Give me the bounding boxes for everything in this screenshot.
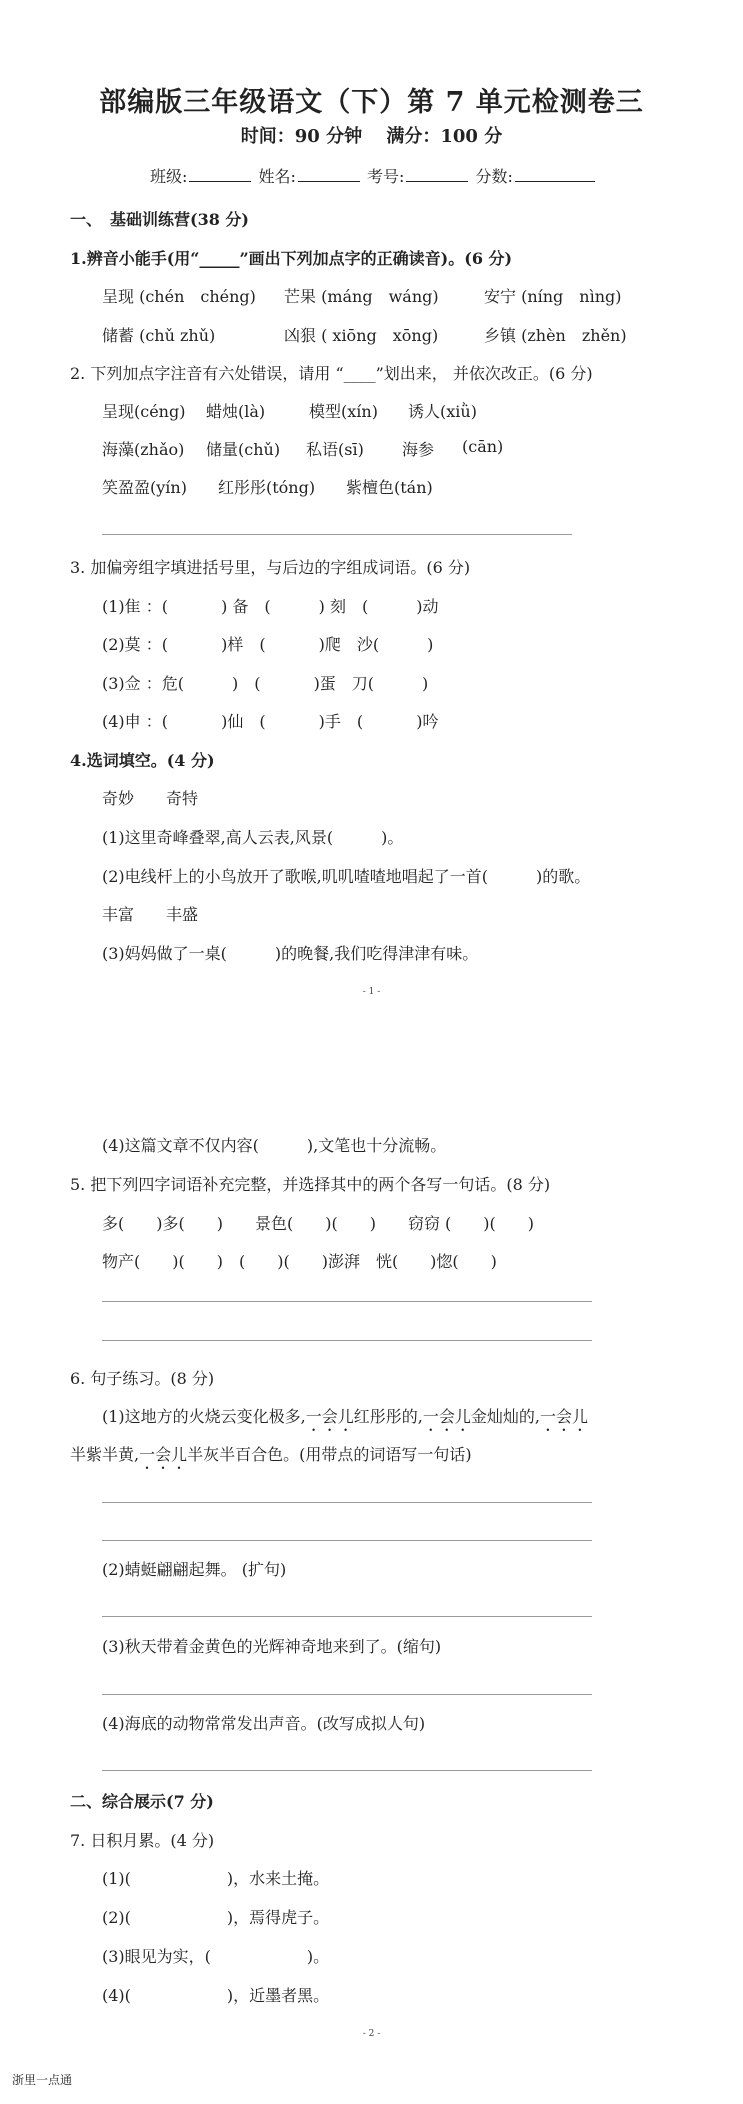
class-blank[interactable]	[189, 167, 251, 182]
q5-answer-line[interactable]	[102, 1340, 592, 1341]
q6-answer-line[interactable]	[102, 1694, 592, 1695]
q2-item: 紫檀色(tán)	[346, 478, 433, 497]
q2-item: 呈现(céng)	[102, 402, 186, 421]
q1-item: 乡镇 (zhèn zhěn)	[484, 326, 627, 345]
q6-sentence-1-line1	[102, 1404, 588, 1435]
q6-answer-line[interactable]	[102, 1540, 592, 1541]
q6-text: 金灿灿的,	[470, 1407, 540, 1426]
q1-item: 凶狠 ( xiōng xōng)	[284, 326, 439, 345]
q7-row: (1)( )，水来土掩。	[102, 1869, 330, 1888]
q2-item: 储量(chǔ)	[206, 440, 281, 459]
q7-title: 7. 日积月累。(4 分)	[70, 1831, 215, 1850]
q3-row: (3)佥 ：危( ) ( )蛋 刀( )	[102, 674, 429, 693]
q4-word-choices: 奇妙 奇特	[102, 789, 199, 808]
q2-item: 笑盈盈(yín)	[102, 478, 187, 497]
student-info-line	[150, 164, 597, 187]
q2-item: (cān)	[462, 437, 504, 456]
q4-sentence: (3)妈妈做了一桌( )的晚餐,我们吃得津津有味。	[102, 944, 479, 963]
q2-title: 2. 下列加点字注音有六处错误，请用 “____”划出来， 并依次改正。(6 分)	[70, 364, 593, 383]
q7-row: (2)( )，焉得虎子。	[102, 1908, 330, 1927]
q6-title: 6. 句子练习。(8 分)	[70, 1369, 215, 1388]
q6-dotted-word: 一会儿	[139, 1445, 188, 1464]
q6-answer-line[interactable]	[102, 1770, 592, 1771]
score-label: 分数:	[475, 167, 513, 186]
section2-title: 二、综合展示(7 分)	[70, 1792, 214, 1811]
q2-item: 私语(sī)	[306, 440, 364, 459]
section1-title: 一、 基础训练营(38 分)	[70, 210, 249, 229]
q6-answer-line[interactable]	[102, 1502, 592, 1503]
q5-answer-line[interactable]	[102, 1301, 592, 1302]
class-label: 班级:	[150, 167, 188, 186]
q2-item: 红彤彤(tóng)	[218, 478, 316, 497]
q7-row: (4)( )，近墨者黑。	[102, 1986, 330, 2005]
q6-dotted-word: 一会儿	[422, 1407, 471, 1426]
q4-sentence: (2)电线杆上的小鸟放开了歌喉,叽叽喳喳地唱起了一首( )的歌。	[102, 867, 591, 886]
time-score-line: 时间：90 分钟 满分：100 分	[240, 126, 503, 147]
q1-item: 呈现 (chén chéng)	[102, 287, 256, 306]
q4-sentence: (1)这里奇峰叠翠,高人云表,风景( )。	[102, 828, 404, 847]
number-blank[interactable]	[406, 167, 468, 182]
q1-item: 安宁 (níng nìng)	[484, 287, 622, 306]
q6-sentence: (3)秋天带着金黄色的光辉神奇地来到了。(缩句)	[102, 1637, 442, 1656]
q3-row: (4)申 ：( )仙 ( )手 ( )吟	[102, 712, 439, 731]
q3-row: (2)莫 ：( )样 ( )爬 沙( )	[102, 635, 434, 654]
q3-title: 3. 加偏旁组字填进括号里，与后边的字组成词语。(6 分)	[70, 558, 471, 577]
exam-title: 部编版三年级语文（下）第 7 单元检测卷三	[99, 87, 644, 118]
number-label: 考号:	[367, 167, 405, 186]
q6-answer-line[interactable]	[102, 1616, 592, 1617]
q4-word-choices: 丰富 丰盛	[102, 905, 199, 924]
page-number: - 2 -	[362, 2029, 381, 2039]
q5-row: 多( )多( ) 景色( )( ) 窃窃 ( )( )	[102, 1214, 534, 1233]
q1-title: 1.辨音小能手(用“_____”画出下列加点字的正确读音)。(6 分)	[70, 249, 513, 268]
q2-item: 诱人(xiǜ)	[408, 402, 477, 421]
q6-sentence: (2)蜻蜓翩翩起舞。 (扩句)	[102, 1560, 287, 1579]
q6-dotted-word: 一会儿	[305, 1407, 354, 1426]
q7-row: (3)眼见为实，( )。	[102, 1947, 330, 1966]
q4-title: 4.选词填空。(4 分)	[70, 751, 215, 770]
q2-item: 海藻(zhǎo)	[102, 440, 185, 459]
q1-item: 芒果 (máng wáng)	[284, 287, 439, 306]
q3-row: (1)隹 ：( ) 备 ( ) 刻 ( )动	[102, 597, 439, 616]
q5-row: 物产( )( ) ( )( )澎湃 恍( )惚( )	[102, 1252, 497, 1271]
q2-answer-line[interactable]	[102, 534, 572, 535]
q6-sentence: (4)海底的动物常常发出声音。(改写成拟人句)	[102, 1714, 426, 1733]
page-number: - 1 -	[362, 987, 381, 997]
q5-title: 5. 把下列四字词语补充完整，并选择其中的两个各写一句话。(8 分)	[70, 1175, 551, 1194]
name-blank[interactable]	[298, 167, 360, 182]
q6-text: (1)这地方的火烧云变化极多,	[102, 1407, 306, 1426]
name-label: 姓名:	[258, 167, 296, 186]
q1-item: 储蓄 (chǔ zhǔ)	[102, 326, 216, 345]
q2-item: 蜡烛(là)	[206, 402, 266, 421]
q6-dotted-word: 一会儿	[539, 1407, 588, 1426]
q6-text: 半灰半百合色。(用带点的词语写一句话)	[187, 1445, 472, 1464]
q6-sentence-1-line2	[70, 1442, 472, 1473]
q2-item: 模型(xín)	[309, 402, 378, 421]
q6-text: 红彤彤的,	[353, 1407, 423, 1426]
q4-sentence: (4)这篇文章不仅内容( ),文笔也十分流畅。	[102, 1136, 447, 1155]
score-blank[interactable]	[515, 167, 595, 182]
q2-item: 海参	[402, 440, 435, 459]
footer-watermark: 浙里一点通	[12, 2073, 73, 2087]
q6-text: 半紫半黄,	[70, 1445, 140, 1464]
